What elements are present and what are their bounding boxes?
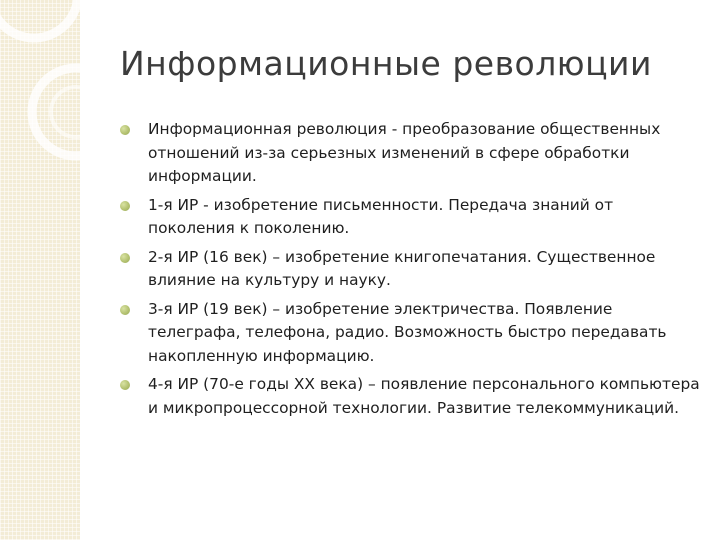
bullet-icon xyxy=(120,305,130,315)
bullet-icon xyxy=(120,253,130,263)
bullet-item xyxy=(120,298,700,369)
bullet-list xyxy=(120,118,700,425)
bullet-text: 2-я ИР (16 век) – изобретение книгопечатания. Существенное влияние на культуру и науку. xyxy=(148,247,656,289)
bullet-item xyxy=(120,194,700,241)
decorative-side-band xyxy=(0,0,80,540)
slide-title: Информационные революции xyxy=(120,44,652,83)
bullet-icon xyxy=(120,201,130,211)
bullet-item xyxy=(120,246,700,293)
bullet-text: 1-я ИР - изобретение письменности. Передача знаний от поколения к поколению. xyxy=(148,195,614,237)
bullet-text: 3-я ИР (19 век) – изобретение электричества. Появление телеграфа, телефона, радио. Возможность быстро передавать накопленную информацию. xyxy=(148,299,667,365)
bullet-icon xyxy=(120,380,130,390)
bullet-icon xyxy=(120,125,130,135)
decorative-rings-icon xyxy=(0,0,80,540)
bullet-text: Информационная революция - преобразование общественных отношений из-за серьезных изменений в сфере обработки информации. xyxy=(148,120,661,185)
bullet-item xyxy=(120,118,700,189)
bullet-text: 4-я ИР (70-е годы XX века) – появление персонального компьютера и микропроцессорной технологии. Развитие телекоммуникаций. xyxy=(148,375,700,417)
bullet-item xyxy=(120,373,700,420)
